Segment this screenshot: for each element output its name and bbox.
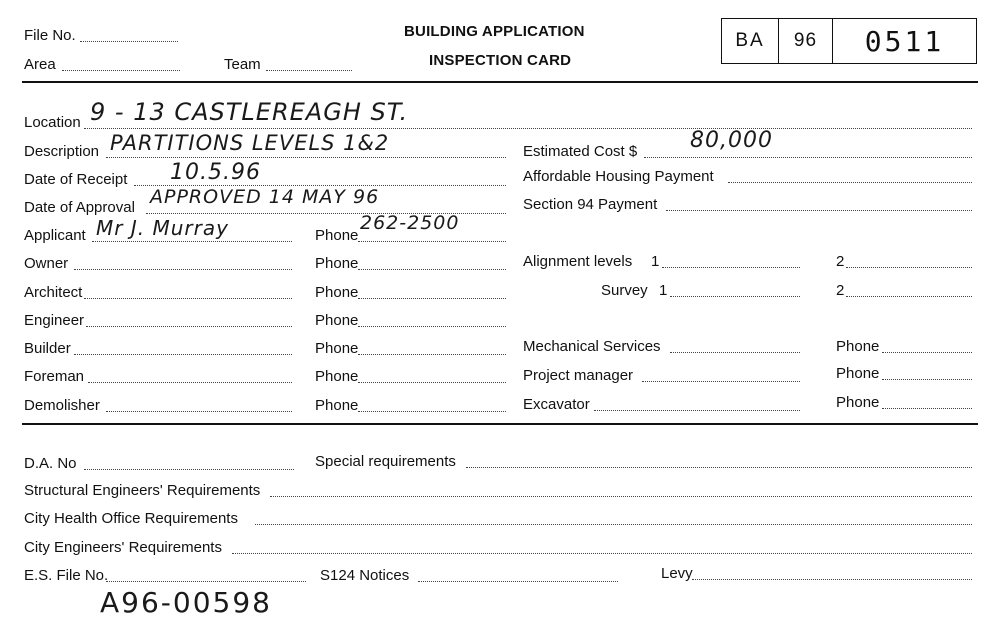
mechanical-phone-label: Phone [836,338,880,355]
survey-2-label: 2 [836,282,845,299]
project-manager-field[interactable] [642,381,800,382]
description-label: Description [24,143,100,160]
ba-year: 96 [779,19,833,63]
excavator-phone-field[interactable] [882,408,972,409]
location-value: 9 - 13 CASTLEREAGH ST. [90,98,409,126]
es-file-label: E.S. File No. [24,567,109,584]
alignment-2-label: 2 [836,253,845,270]
levy-label: Levy [661,565,693,582]
form-title-line1: BUILDING APPLICATION [404,23,585,40]
estimated-cost-field[interactable] [644,157,972,158]
owner-label: Owner [24,255,69,272]
section94-label: Section 94 Payment [523,196,658,213]
handwritten-es-ref: A96-00598 [100,586,272,619]
ba-prefix: BA [722,19,779,63]
architect-phone-field[interactable] [358,298,506,299]
special-requirements-label: Special requirements [315,453,456,470]
alignment-2-field[interactable] [846,267,972,268]
alignment-label: Alignment levels [523,253,633,270]
top-divider [22,81,978,83]
ba-number: 0511 [864,24,945,58]
alignment-1-label: 1 [651,253,660,270]
affordable-housing-label: Affordable Housing Payment [523,168,714,185]
mechanical-field[interactable] [670,352,800,353]
owner-phone-field[interactable] [358,269,506,270]
builder-label: Builder [24,340,71,357]
architect-phone-label: Phone [315,284,359,301]
date-receipt-value: 10.5.96 [170,160,261,185]
applicant-label: Applicant [24,227,86,244]
team-field[interactable] [266,70,352,71]
demolisher-label: Demolisher [24,397,100,414]
middle-divider [22,423,978,425]
city-engineers-field[interactable] [232,553,972,554]
applicant-phone-label: Phone [315,227,359,244]
applicant-phone-value: 262-2500 [360,212,460,234]
da-no-field[interactable] [84,469,294,470]
area-label: Area [24,56,56,73]
s124-field[interactable] [418,581,618,582]
survey-label: Survey [601,282,648,299]
demolisher-field[interactable] [106,411,292,412]
ba-number-box [721,18,977,64]
excavator-field[interactable] [594,410,800,411]
date-approval-value: APPROVED 14 MAY 96 [150,186,380,208]
affordable-housing-field[interactable] [728,182,972,183]
survey-1-label: 1 [659,282,668,299]
architect-field[interactable] [84,298,292,299]
project-manager-phone-field[interactable] [882,379,972,380]
structural-field[interactable] [270,496,972,497]
project-manager-phone-label: Phone [836,365,880,382]
city-engineers-label: City Engineers' Requirements [24,539,222,556]
section94-field[interactable] [666,210,972,211]
demolisher-phone-label: Phone [315,397,359,414]
file-no-label: File No. [24,27,76,44]
builder-field[interactable] [74,354,292,355]
foreman-phone-label: Phone [315,368,359,385]
location-label: Location [24,114,81,131]
applicant-value: Mr J. Murray [96,216,229,240]
special-requirements-field[interactable] [466,467,972,468]
applicant-field[interactable] [92,241,292,242]
date-approval-label: Date of Approval [24,199,135,216]
excavator-phone-label: Phone [836,394,880,411]
team-label: Team [224,56,261,73]
engineer-label: Engineer [24,312,85,329]
date-receipt-label: Date of Receipt [24,171,128,188]
form-title-line2: INSPECTION CARD [429,52,572,69]
estimated-cost-value: 80,000 [690,128,773,153]
engineer-phone-field[interactable] [358,326,506,327]
foreman-phone-field[interactable] [358,382,506,383]
demolisher-phone-field[interactable] [358,411,506,412]
excavator-label: Excavator [523,396,590,413]
structural-label: Structural Engineers' Requirements [24,482,261,499]
file-no-field[interactable] [80,41,178,42]
builder-phone-label: Phone [315,340,359,357]
engineer-phone-label: Phone [315,312,359,329]
area-field[interactable] [62,70,180,71]
survey-2-field[interactable] [846,296,972,297]
mechanical-phone-field[interactable] [882,352,972,353]
health-label: City Health Office Requirements [24,510,238,527]
da-no-label: D.A. No [24,455,77,472]
estimated-cost-label: Estimated Cost $ [523,143,638,160]
alignment-1-field[interactable] [662,267,800,268]
description-value: PARTITIONS LEVELS 1&2 [110,131,390,155]
es-file-field[interactable] [106,581,306,582]
levy-field[interactable] [692,579,972,580]
foreman-field[interactable] [88,382,292,383]
location-field[interactable] [84,128,972,129]
description-field[interactable] [106,157,506,158]
foreman-label: Foreman [24,368,85,385]
owner-field[interactable] [74,269,292,270]
project-manager-label: Project manager [523,367,634,384]
health-field[interactable] [255,524,972,525]
architect-label: Architect [24,284,83,301]
engineer-field[interactable] [86,326,292,327]
builder-phone-field[interactable] [358,354,506,355]
applicant-phone-field[interactable] [358,241,506,242]
owner-phone-label: Phone [315,255,359,272]
survey-1-field[interactable] [670,296,800,297]
mechanical-label: Mechanical Services [523,338,661,355]
s124-label: S124 Notices [320,567,410,584]
